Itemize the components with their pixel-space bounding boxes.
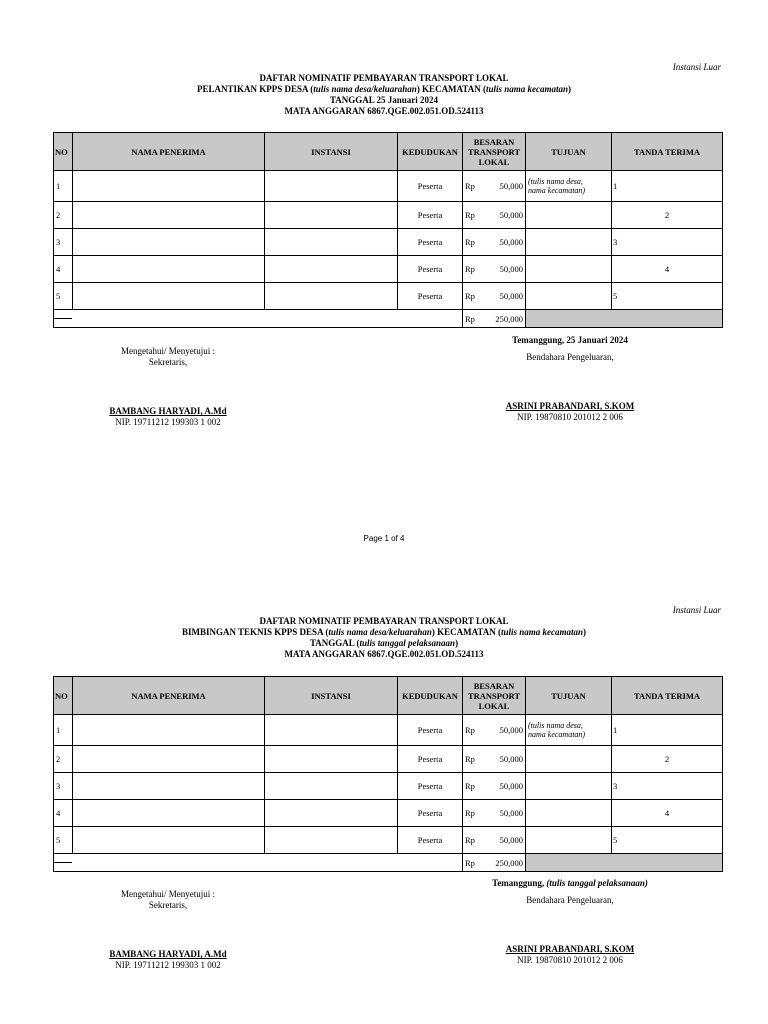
left-signature-block [107, 346, 229, 428]
col-besaran: BESARAN TRANSPORT LOKAL [463, 677, 526, 715]
left-sign-nip: NIP. 19711212 199303 1 002 [115, 417, 221, 427]
title-line-3: TANGGAL 25 Januari 2024 [329, 95, 439, 105]
cell-amount: 50,000 [489, 746, 526, 773]
cell-kedudukan: Peserta [398, 256, 463, 283]
cell-tujuan [526, 827, 612, 854]
cell-tanda-terima[interactable]: 3 [612, 229, 723, 256]
cell-nama[interactable] [73, 827, 265, 854]
col-instansi: INSTANSI [265, 133, 398, 171]
cell-instansi[interactable] [265, 256, 398, 283]
left-sign-name: BAMBANG HARYADI, A.Md [109, 406, 227, 416]
cell-nama[interactable] [73, 773, 265, 800]
right-sign-nip: NIP. 19870810 201012 2 006 [517, 412, 623, 422]
cell-kedudukan: Peserta [398, 773, 463, 800]
total-dash [54, 862, 72, 863]
col-tujuan: TUJUAN [526, 677, 612, 715]
cell-no: 5 [54, 827, 73, 854]
cell-nama[interactable] [73, 746, 265, 773]
page-number: Page 1 of 4 [363, 534, 405, 543]
table-header-row [54, 133, 723, 171]
cell-kedudukan: Peserta [398, 202, 463, 229]
cell-instansi[interactable] [265, 171, 398, 202]
cell-rp: Rp [463, 229, 489, 256]
cell-amount: 50,000 [489, 256, 526, 283]
cell-amount: 50,000 [489, 229, 526, 256]
cell-amount: 50,000 [489, 283, 526, 310]
right-sign-line2: Bendahara Pengeluaran, [526, 352, 614, 362]
cell-no: 5 [54, 283, 73, 310]
col-nama-penerima: NAMA PENERIMA [73, 133, 265, 171]
title-line-1: DAFTAR NOMINATIF PEMBAYARAN TRANSPORT LOKAL [259, 616, 509, 626]
cell-rp: Rp [463, 800, 489, 827]
cell-instansi[interactable] [265, 746, 398, 773]
col-tujuan: TUJUAN [526, 133, 612, 171]
cell-tanda-terima[interactable]: 5 [612, 827, 723, 854]
cell-instansi[interactable] [265, 202, 398, 229]
cell-nama[interactable] [73, 229, 265, 256]
left-sign-nip: NIP. 19711212 199303 1 002 [115, 960, 221, 970]
cell-tujuan [526, 800, 612, 827]
cell-tanda-terima[interactable]: 1 [612, 715, 723, 746]
col-instansi: INSTANSI [265, 677, 398, 715]
cell-instansi[interactable] [265, 827, 398, 854]
cell-rp: Rp [463, 746, 489, 773]
cell-rp: Rp [463, 171, 489, 202]
cell-nama[interactable] [73, 800, 265, 827]
total-shaded-cell [526, 310, 723, 328]
col-nama-penerima: NAMA PENERIMA [73, 677, 265, 715]
left-sign-line2: Sekretaris, [148, 357, 188, 367]
right-sign-name: ASRINI PRABANDARI, S.KOM [505, 944, 635, 954]
cell-tujuan [526, 746, 612, 773]
left-sign-line2: Sekretaris, [148, 900, 188, 910]
cell-rp: Rp [463, 202, 489, 229]
cell-nama[interactable] [73, 202, 265, 229]
table-row [54, 256, 723, 283]
cell-no: 1 [54, 715, 73, 746]
total-label-cell [54, 310, 463, 328]
col-kedudukan: KEDUDUKAN [398, 133, 463, 171]
cell-no: 3 [54, 773, 73, 800]
col-no: NO [54, 133, 73, 171]
title-line-4: MATA ANGGARAN 6867.QGE.002.051.OD.524113 [284, 649, 484, 659]
cell-tanda-terima[interactable]: 2 [612, 746, 723, 773]
instansi-tag: Instansi Luar [672, 62, 721, 72]
cell-tujuan: (tulis nama desa, nama kecamatan) [526, 171, 612, 202]
cell-tanda-terima[interactable]: 4 [612, 256, 723, 283]
cell-rp: Rp [463, 773, 489, 800]
cell-no: 4 [54, 800, 73, 827]
right-sign-place-date: Temanggung, (tulis tanggal pelaksanaan) [492, 878, 648, 888]
cell-instansi[interactable] [265, 773, 398, 800]
cell-tujuan [526, 229, 612, 256]
cell-kedudukan: Peserta [398, 827, 463, 854]
cell-nama[interactable] [73, 171, 265, 202]
instansi-tag: Instansi Luar [672, 605, 721, 615]
col-no: NO [54, 677, 73, 715]
total-rp: Rp [463, 854, 489, 872]
cell-tujuan [526, 256, 612, 283]
cell-nama[interactable] [73, 256, 265, 283]
col-tanda-terima: TANDA TERIMA [612, 677, 723, 715]
table-row [54, 800, 723, 827]
cell-tanda-terima[interactable]: 2 [612, 202, 723, 229]
cell-kedudukan: Peserta [398, 229, 463, 256]
left-sign-line1: Mengetahui/ Menyetujui : [121, 889, 215, 899]
col-kedudukan: KEDUDUKAN [398, 677, 463, 715]
cell-amount: 50,000 [489, 773, 526, 800]
title-line-3: TANGGAL (tulis tanggal pelaksanaan) [309, 638, 459, 648]
table-header-row [54, 677, 723, 715]
total-shaded-cell [526, 854, 723, 872]
cell-instansi[interactable] [265, 715, 398, 746]
cell-nama[interactable] [73, 283, 265, 310]
cell-amount: 50,000 [489, 202, 526, 229]
cell-tanda-terima[interactable]: 4 [612, 800, 723, 827]
total-row [54, 854, 723, 872]
cell-kedudukan: Peserta [398, 800, 463, 827]
table-row [54, 229, 723, 256]
cell-instansi[interactable] [265, 800, 398, 827]
table-row [54, 283, 723, 310]
table-row [54, 773, 723, 800]
cell-tanda-terima[interactable]: 3 [612, 773, 723, 800]
cell-no: 4 [54, 256, 73, 283]
title-line-2: BIMBINGAN TEKNIS KPPS DESA (tulis nama desa/keluarahan) KECAMATAN (tulis nama kecamatan) [181, 627, 587, 637]
left-sign-name: BAMBANG HARYADI, A.Md [109, 949, 227, 959]
total-amount: 250,000 [489, 310, 526, 328]
document-title [0, 616, 768, 660]
title-line-1: DAFTAR NOMINATIF PEMBAYARAN TRANSPORT LOKAL [259, 73, 509, 83]
cell-kedudukan: Peserta [398, 171, 463, 202]
nominatif-table [53, 676, 723, 872]
cell-kedudukan: Peserta [398, 283, 463, 310]
cell-amount: 50,000 [489, 827, 526, 854]
table-row [54, 715, 723, 746]
table-row [54, 171, 723, 202]
cell-no: 2 [54, 202, 73, 229]
table-row [54, 746, 723, 773]
cell-tujuan [526, 202, 612, 229]
cell-kedudukan: Peserta [398, 715, 463, 746]
right-sign-nip: NIP. 19870810 201012 2 006 [517, 955, 623, 965]
cell-tanda-terima[interactable]: 5 [612, 283, 723, 310]
cell-kedudukan: Peserta [398, 746, 463, 773]
right-sign-name: ASRINI PRABANDARI, S.KOM [505, 401, 635, 411]
document-title [0, 73, 768, 117]
cell-rp: Rp [463, 256, 489, 283]
total-rp: Rp [463, 310, 489, 328]
cell-tujuan [526, 773, 612, 800]
col-besaran: BESARAN TRANSPORT LOKAL [463, 133, 526, 171]
right-signature-block [475, 878, 665, 966]
cell-no: 2 [54, 746, 73, 773]
table-row [54, 827, 723, 854]
total-amount: 250,000 [489, 854, 526, 872]
cell-amount: 50,000 [489, 715, 526, 746]
right-sign-place-date: Temanggung, 25 Januari 2024 [512, 335, 628, 345]
col-tanda-terima: TANDA TERIMA [612, 133, 723, 171]
title-line-4: MATA ANGGARAN 6867.QGE.002.051.OD.524113 [284, 106, 484, 116]
cell-no: 1 [54, 171, 73, 202]
table-row [54, 202, 723, 229]
total-label-cell [54, 854, 463, 872]
left-signature-block [107, 889, 229, 971]
right-sign-line2: Bendahara Pengeluaran, [526, 895, 614, 905]
cell-instansi[interactable] [265, 229, 398, 256]
left-sign-line1: Mengetahui/ Menyetujui : [121, 346, 215, 356]
cell-tujuan [526, 283, 612, 310]
title-line-2: PELANTIKAN KPPS DESA (tulis nama desa/keluarahan) KECAMATAN (tulis nama kecamatan) [197, 84, 571, 94]
cell-tujuan: (tulis nama desa, nama kecamatan) [526, 715, 612, 746]
cell-amount: 50,000 [489, 800, 526, 827]
nominatif-table [53, 132, 723, 328]
cell-nama[interactable] [73, 715, 265, 746]
cell-instansi[interactable] [265, 283, 398, 310]
total-row [54, 310, 723, 328]
cell-amount: 50,000 [489, 171, 526, 202]
cell-rp: Rp [463, 827, 489, 854]
total-dash [54, 318, 72, 319]
cell-tanda-terima[interactable]: 1 [612, 171, 723, 202]
cell-rp: Rp [463, 715, 489, 746]
right-signature-block [490, 335, 650, 423]
cell-rp: Rp [463, 283, 489, 310]
cell-no: 3 [54, 229, 73, 256]
